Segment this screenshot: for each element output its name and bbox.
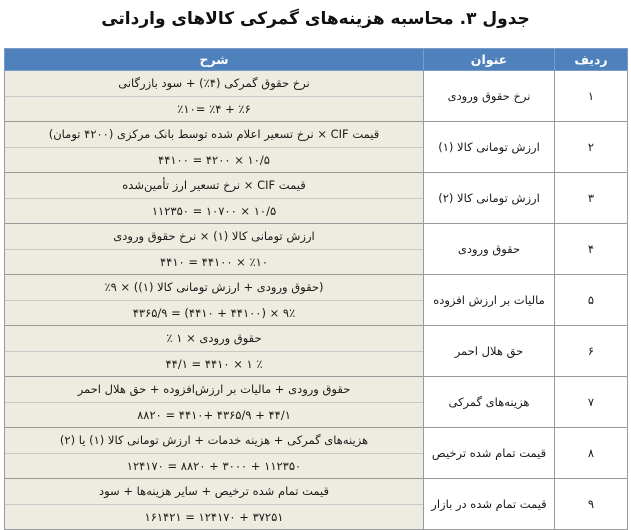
row-formula: قیمت تمام شده ترخیص + سایر هزینه‌ها + سود — [5, 479, 423, 505]
row-index: ۵ — [555, 275, 628, 326]
row-index: ۷ — [555, 377, 628, 428]
row-calculation: ۴۴/۱ + ۴۳۶۵/۹ +۴۴۱۰ = ۸۸۲۰ — [137, 408, 291, 422]
row-formula: قیمت CIF × نرخ تسعیر اعلام شده توسط بانک مرکزی (۴۲۰۰ تومان) — [5, 122, 423, 148]
header-name: عنوان — [424, 49, 555, 71]
row-formula: نرخ حقوق گمرکی (۴٪) + سود بازرگانی — [5, 71, 423, 97]
table-row — [5, 377, 628, 428]
table-row — [5, 428, 628, 479]
header-row — [5, 49, 628, 71]
row-index: ۹ — [555, 479, 628, 530]
row-description — [5, 122, 424, 173]
customs-cost-table — [4, 48, 628, 530]
row-title: هزینه‌های گمرکی — [424, 377, 555, 428]
row-description — [5, 377, 424, 428]
row-description — [5, 224, 424, 275]
row-index: ۲ — [555, 122, 628, 173]
row-formula: حقوق ورودی × ۱ ٪ — [5, 326, 423, 352]
table-row — [5, 224, 628, 275]
row-calculation: ۳۷۲۵۱ + ۱۲۴۱۷۰ = ۱۶۱۴۲۱ — [144, 510, 284, 524]
row-title: ارزش تومانی کالا (۱) — [424, 122, 555, 173]
header-index: ردیف — [555, 49, 628, 71]
row-calculation: ۱۱۲۳۵۰ + ۳۰۰۰ + ۸۸۲۰ = ۱۲۴۱۷۰ — [126, 459, 302, 473]
table-row — [5, 275, 628, 326]
row-index: ۸ — [555, 428, 628, 479]
table-row — [5, 326, 628, 377]
row-formula: هزینه‌های گمرکی + هزینه خدمات + ارزش تومانی کالا (۱) یا (۲) — [5, 428, 423, 454]
row-formula: (حقوق ورودی + ارزش تومانی کالا (۱)) × ۹٪ — [5, 275, 423, 301]
table-row — [5, 173, 628, 224]
row-title: قیمت تمام شده ترخیص — [424, 428, 555, 479]
table-body — [5, 71, 628, 530]
row-calculation: ۹٪ × (۴۴۱۰۰ + ۴۴۱۰) = ۴۳۶۵/۹ — [132, 306, 296, 320]
row-index: ۱ — [555, 71, 628, 122]
table-row — [5, 122, 628, 173]
row-title: نرخ حقوق ورودی — [424, 71, 555, 122]
row-calculation: ۱۰/۵ × ۱۰۷۰۰ = ۱۱۲۳۵۰ — [151, 204, 277, 218]
row-description — [5, 326, 424, 377]
row-index: ۶ — [555, 326, 628, 377]
row-calculation: ٪ ۱ × ۴۴۱۰ = ۴۴/۱ — [165, 357, 263, 371]
row-formula: ارزش تومانی کالا (۱) × نرخ حقوق ورودی — [5, 224, 423, 250]
row-title: حق هلال احمر — [424, 326, 555, 377]
row-index: ۳ — [555, 173, 628, 224]
row-calculation: ٪۶ + ٪۴ =٪۱۰ — [177, 102, 251, 116]
row-title: حقوق ورودی — [424, 224, 555, 275]
row-description — [5, 428, 424, 479]
row-description — [5, 173, 424, 224]
row-title: ارزش تومانی کالا (۲) — [424, 173, 555, 224]
table-title: جدول ۳. محاسبه هزینه‌های گمرکی کالاهای وارداتی — [101, 9, 530, 29]
row-calculation: ۱۰/۵ × ۴۲۰۰ = ۴۴۱۰۰ — [158, 153, 270, 167]
row-formula: قیمت CIF × نرخ تسعیر ارز تأمین‌شده — [5, 173, 423, 199]
row-title: قیمت تمام شده در بازار — [424, 479, 555, 530]
row-index: ۴ — [555, 224, 628, 275]
row-description — [5, 71, 424, 122]
row-calculation: ٪۱۰ × ۴۴۱۰۰ = ۴۴۱۰ — [159, 255, 269, 269]
header-description: شرح — [5, 49, 424, 71]
row-title: مالیات بر ارزش افزوده — [424, 275, 555, 326]
row-description — [5, 275, 424, 326]
row-formula: حقوق ورودی + مالیات بر ارزش‌افزوده + حق هلال احمر — [5, 377, 423, 403]
table-row — [5, 71, 628, 122]
